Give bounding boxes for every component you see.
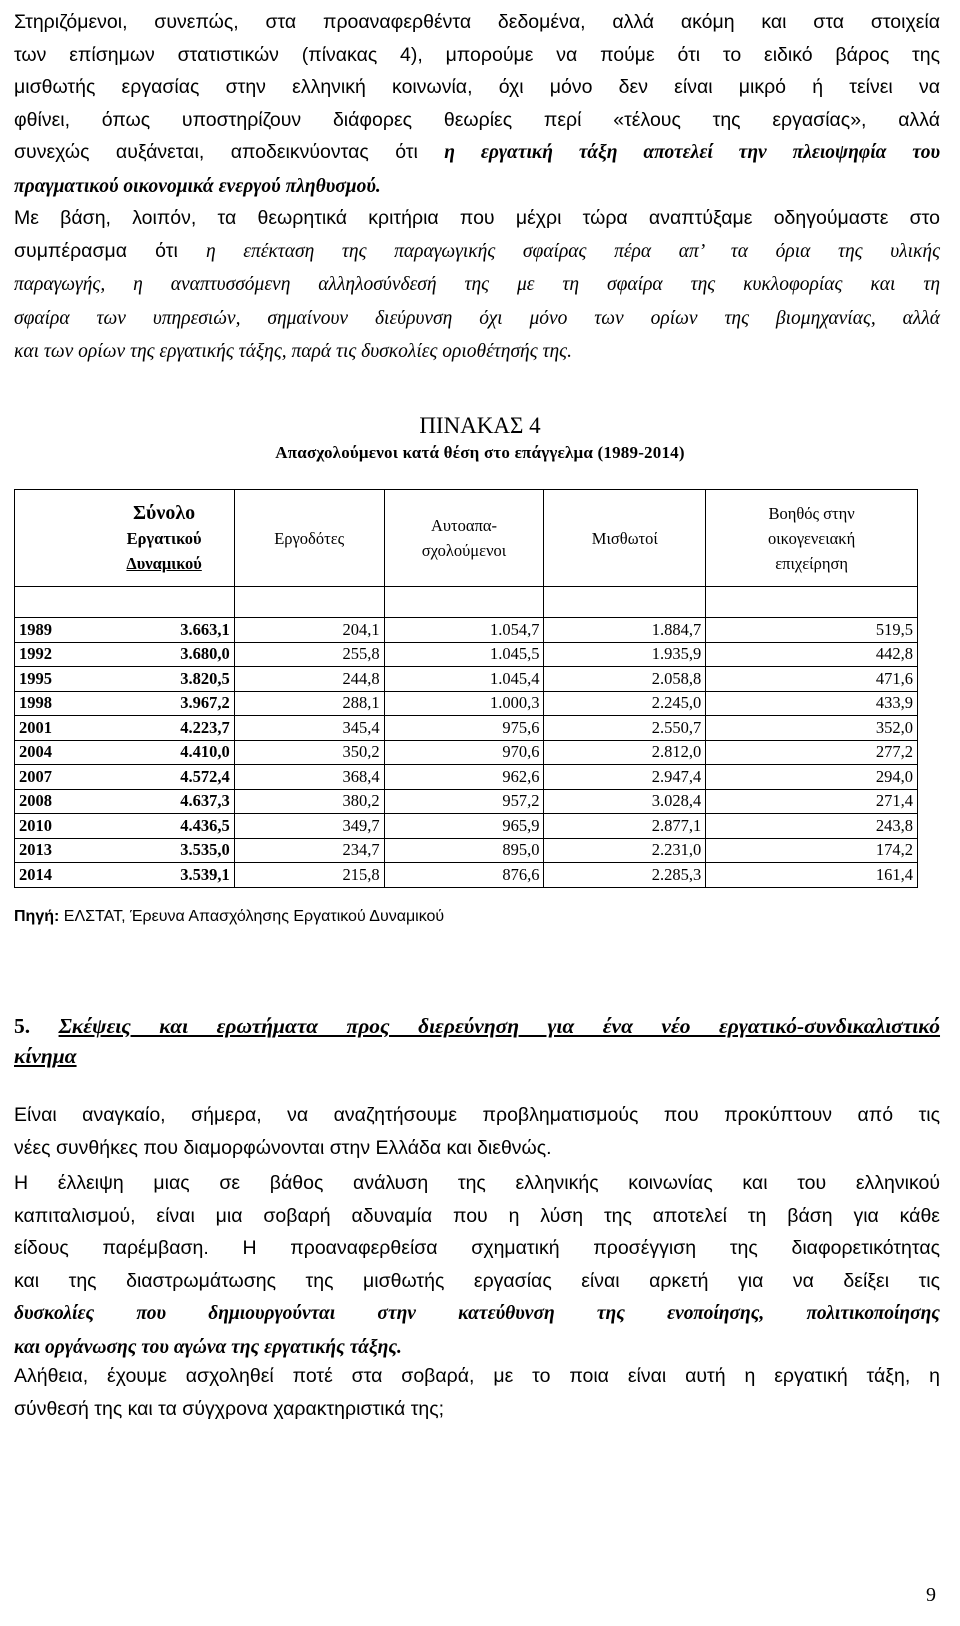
table-cell-employees: 2.058,8: [544, 667, 706, 692]
table-row: [15, 863, 918, 888]
table-cell-employers: 349,7: [234, 814, 384, 839]
table-cell-employers: 255,8: [234, 642, 384, 667]
table-row: [15, 814, 918, 839]
spacer-cell: [94, 587, 234, 618]
spacer-cell: [544, 587, 706, 618]
table-cell-employers: 368,4: [234, 765, 384, 790]
emphasis-text: δυσκολίες που δημιουργούνται στην κατεύθυνση της ενοποίησης, πολιτικοποίησης: [14, 1303, 940, 1324]
spacer-cell: [706, 587, 918, 618]
paragraph-line: νέες συνθήκες που διαμορφώνονται στην Ελλάδα και διεθνώς.: [14, 1136, 552, 1159]
table-cell-employees: 1.884,7: [544, 618, 706, 643]
header-line: Εργοδότες: [274, 528, 345, 548]
table-cell-employees: 3.028,4: [544, 789, 706, 814]
paragraph-line: Στηριζόμενοι, συνεπώς, στα προαναφερθέντα δεδομένα, αλλά ακόμη και στα στοιχεία: [14, 11, 940, 33]
table-cell-total: 3.820,5: [94, 667, 234, 692]
emphasis-text: πραγματικού οικονομικά ενεργού πληθυσμού.: [14, 175, 381, 197]
table-header-year: [15, 490, 95, 587]
table-cell-employees: 2.877,1: [544, 814, 706, 839]
header-line: επιχείρηση: [775, 553, 848, 573]
employment-table: [14, 489, 918, 888]
italic-text: σφαίρα των υπηρεσιών, σημαίνουν διεύρυνση όχι μόνο των ορίων της βιομηχανίας, αλλά: [14, 307, 940, 329]
table-cell-employees: 2.812,0: [544, 740, 706, 765]
paragraph-line: [14, 1297, 940, 1331]
heading-line: [14, 1011, 940, 1041]
paragraph-line: Η έλλειψη μιας σε βάθος ανάλυση της ελληνικής κοινωνίας και του ελληνικού: [14, 1172, 940, 1194]
table-cell-employers: 204,1: [234, 618, 384, 643]
table-title: ΠΙΝΑΚΑΣ 4: [419, 413, 541, 438]
header-line: οικογενειακή: [767, 528, 856, 548]
paragraph-line: μισθωτής εργασίας στην ελληνική κοινωνία, όχι μόνο δεν είναι μικρό ή τείνει να: [14, 76, 940, 98]
table-row: [15, 716, 918, 741]
paragraph-line: [14, 268, 940, 302]
table-cell-year: 1995: [15, 667, 95, 692]
section-number: 5.: [14, 1014, 31, 1038]
table-cell-self-employed: 957,2: [384, 789, 544, 814]
table-cell-self-employed: 970,6: [384, 740, 544, 765]
table-cell-year: 2014: [15, 863, 95, 888]
table-row: [15, 789, 918, 814]
header-line: Δυναμικού: [126, 553, 202, 573]
table-spacer-row: [15, 587, 918, 618]
table-cell-family-helper: 442,8: [706, 642, 918, 667]
table-header-employers: [234, 490, 384, 587]
paragraph-line: [14, 170, 940, 204]
table-row: [15, 740, 918, 765]
spacer-cell: [15, 587, 95, 618]
header-line: Εργατικού: [126, 528, 202, 548]
table-cell-family-helper: 352,0: [706, 716, 918, 741]
section-title: κίνημα: [14, 1044, 77, 1068]
paragraph-line: και της διαστρωμάτωσης της μισθωτής εργασίας είναι αρκετή για να δείξει τις: [14, 1269, 940, 1292]
table-cell-total: 3.680,0: [94, 642, 234, 667]
paragraph-5: [14, 1360, 940, 1425]
paragraph-line: των επίσημων στατιστικών (πίνακας 4), μπορούμε να πούμε ότι το ειδικό βάρος της: [14, 43, 940, 66]
table-cell-family-helper: 271,4: [706, 789, 918, 814]
table-cell-employers: 215,8: [234, 863, 384, 888]
heading-line: [14, 1041, 940, 1071]
table-row: [15, 691, 918, 716]
table-cell-total: 3.663,1: [94, 618, 234, 643]
table-cell-employers: 234,7: [234, 838, 384, 863]
paragraph-2: [14, 202, 940, 369]
table-row: [15, 642, 918, 667]
table-cell-total: 4.572,4: [94, 765, 234, 790]
paragraph-line: Αλήθεια, έχουμε ασχοληθεί ποτέ στα σοβαρά, με το ποια είναι αυτή η εργατική τάξη, η: [14, 1365, 940, 1387]
table-cell-total: 4.410,0: [94, 740, 234, 765]
table-header-row: [15, 490, 918, 587]
table-cell-year: 2007: [15, 765, 95, 790]
paragraph-4: [14, 1167, 940, 1364]
table-cell-employees: 2.550,7: [544, 716, 706, 741]
table-cell-employees: 2.231,0: [544, 838, 706, 863]
paragraph-1: [14, 6, 940, 203]
table-row: [15, 618, 918, 643]
table-cell-year: 2010: [15, 814, 95, 839]
table-cell-family-helper: 161,4: [706, 863, 918, 888]
text-run: συμπέρασμα ότι: [14, 239, 206, 262]
paragraph-line: [14, 302, 940, 336]
italic-text: η επέκταση της παραγωγικής σφαίρας πέρα απ’ τα όρια της υλικής: [205, 240, 940, 262]
table-cell-family-helper: 277,2: [706, 740, 918, 765]
table-cell-total: 3.967,2: [94, 691, 234, 716]
paragraph-line: Είναι αναγκαίο, σήμερα, να αναζητήσουμε προβληματισμούς που προκύπτουν από τις: [14, 1104, 940, 1126]
table-cell-family-helper: 243,8: [706, 814, 918, 839]
italic-text: παραγωγής, η αναπτυσσόμενη αλληλοσύνδεσή της με τη σφαίρα της κυκλοφορίας και τη: [14, 274, 940, 295]
paragraph-line: σύνθεσή της και τα σύγχρονα χαρακτηριστικά της;: [14, 1397, 445, 1420]
table-header-family-helper: [706, 490, 918, 587]
table-cell-year: 2004: [15, 740, 95, 765]
table-header-total: [94, 490, 234, 587]
source-text: ΕΛΣΤΑΤ, Έρευνα Απασχόλησης Εργατικού Δυναμικού: [59, 908, 445, 925]
table-cell-family-helper: 294,0: [706, 765, 918, 790]
emphasis-text: και οργάνωσης του αγώνα της εργατικής τάξης.: [14, 1336, 402, 1358]
table-cell-family-helper: 471,6: [706, 667, 918, 692]
paragraph-line: [14, 136, 940, 170]
italic-text: και των ορίων της εργατικής τάξης, παρά τις δυσκολίες οριοθέτησής της.: [14, 341, 572, 362]
table-cell-year: 2001: [15, 716, 95, 741]
table-cell-employers: 288,1: [234, 691, 384, 716]
table-cell-self-employed: 876,6: [384, 863, 544, 888]
header-line: Αυτοαπα-: [430, 516, 498, 535]
spacer-cell: [384, 587, 544, 618]
table-cell-self-employed: 962,6: [384, 765, 544, 790]
table-header-employees: [544, 490, 706, 587]
paragraph-line: καπιταλισμού, είναι μια σοβαρή αδυναμία που η λύση της αποτελεί τη βάση για κάθε: [14, 1204, 940, 1227]
table-cell-year: 2008: [15, 789, 95, 814]
table-cell-self-employed: 975,6: [384, 716, 544, 741]
table-cell-self-employed: 1.045,4: [384, 667, 544, 692]
table-cell-total: 4.436,5: [94, 814, 234, 839]
table-cell-employees: 2.285,3: [544, 863, 706, 888]
header-line: Βοηθός στην: [768, 503, 855, 523]
table-cell-employees: 2.245,0: [544, 691, 706, 716]
paragraph-line: [14, 335, 940, 369]
paragraph-line: [14, 1331, 940, 1365]
text-run: συνεχώς αυξάνεται, αποδεικνύοντας ότι: [14, 141, 445, 163]
paragraph-line: Με βάση, λοιπόν, τα θεωρητικά κριτήρια που μέχρι τώρα αναπτύξαμε οδηγούμαστε στο: [14, 207, 940, 229]
paragraph-line: φθίνει, όπως υποστηρίζουν διάφορες θεωρίες περί «τέλους της εργασίας», αλλά: [14, 108, 940, 131]
table-cell-self-employed: 1.000,3: [384, 691, 544, 716]
table-source: [14, 908, 444, 926]
table-header-self-employed: [384, 490, 544, 587]
page-number: 9: [926, 1584, 936, 1606]
emphasis-text: η εργατική τάξη αποτελεί την πλειοψηφία του: [444, 142, 940, 163]
table-cell-employees: 1.935,9: [544, 642, 706, 667]
header-line: σχολούμενοι: [421, 541, 507, 560]
table-cell-total: 4.223,7: [94, 716, 234, 741]
table-cell-family-helper: 519,5: [706, 618, 918, 643]
section-5-heading: [14, 1011, 940, 1071]
table-cell-year: 2013: [15, 838, 95, 863]
paragraph-3: [14, 1099, 940, 1164]
section-title: Σκέψεις και ερωτήματα προς διερεύνηση για ένα νέο εργατικό-συνδικαλιστικό: [58, 1014, 941, 1038]
table-row: [15, 667, 918, 692]
table-cell-self-employed: 1.054,7: [384, 618, 544, 643]
table-cell-family-helper: 433,9: [706, 691, 918, 716]
spacer-cell: [234, 587, 384, 618]
table-cell-total: 3.535,0: [94, 838, 234, 863]
table-cell-year: 1992: [15, 642, 95, 667]
table-cell-self-employed: 895,0: [384, 838, 544, 863]
table-cell-employers: 380,2: [234, 789, 384, 814]
table-subtitle: Απασχολούμενοι κατά θέση στο επάγγελμα (1989-2014): [275, 443, 685, 462]
table-cell-year: 1989: [15, 618, 95, 643]
table-cell-total: 3.539,1: [94, 863, 234, 888]
table-cell-employers: 345,4: [234, 716, 384, 741]
header-line: Σύνολο: [132, 501, 196, 524]
paragraph-line: είδους παρέμβαση. Η προαναφερθείσα σχηματική προσέγγιση της διαφορετικότητας: [14, 1237, 940, 1259]
table-cell-year: 1998: [15, 691, 95, 716]
table-row: [15, 765, 918, 790]
table-cell-employers: 350,2: [234, 740, 384, 765]
table-cell-employees: 2.947,4: [544, 765, 706, 790]
paragraph-line: [14, 235, 940, 269]
table-cell-total: 4.637,3: [94, 789, 234, 814]
table-cell-self-employed: 965,9: [384, 814, 544, 839]
table-cell-self-employed: 1.045,5: [384, 642, 544, 667]
source-label: Πηγή:: [14, 908, 60, 925]
table-cell-family-helper: 174,2: [706, 838, 918, 863]
table-row: [15, 838, 918, 863]
header-line: Μισθωτοί: [591, 528, 658, 548]
table-cell-employers: 244,8: [234, 667, 384, 692]
